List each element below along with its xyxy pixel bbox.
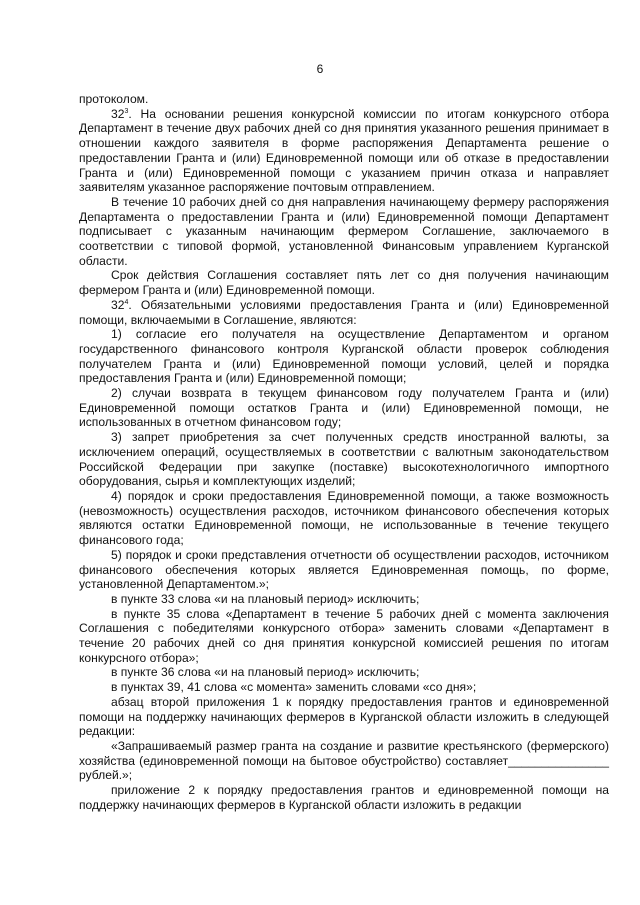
clause-number: 32	[111, 297, 125, 312]
paragraph	[79, 298, 609, 327]
paragraph	[79, 695, 609, 739]
paragraph	[79, 739, 609, 783]
paragraph-text: В течение 10 рабочих дней со дня направления начинающему фермеру распоряжения Департамента о предоставлении Гранта и (или) Единовременной помощи Департамент подписывает с указанным начинающим фермером Соглашение, заключаемого в соответствии с типовой формой, установленной Финансовым управлением Курганской области.	[79, 194, 609, 268]
page-number: 6	[316, 62, 324, 76]
paragraph-text: в пункте 36 слова «и на плановый период» исключить;	[111, 665, 420, 680]
paragraph	[79, 680, 609, 695]
paragraph-text: . На основании решения конкурсной комиссии по итогам конкурсного отбора Департамент в течение двух рабочих дней со дня принятия указанного решения принимает в отношении каждого заявителя в форме распоряжения Департамента решение о предоставлении Гранта и (или) Единовременной помощи или об отказе в предоставлении Гранта и (или) Единовременной помощи с указанием причин отказа и направляет заявителям указанное распоряжение почтовым отправлением.	[79, 106, 609, 195]
paragraph-text: 4) порядок и сроки предоставления Единовременной помощи, а также возможность (невозможность) осуществления расходов, источником финансового обеспечения которых являются остатки Единовременной помощи, не использованные в течение текущего финансового года;	[79, 488, 609, 548]
paragraph	[79, 783, 609, 812]
clause-superscript: 4	[124, 298, 129, 306]
paragraph-text: «Запрашиваемый размер гранта на создание и развитие крестьянского (фермерского) хозяйства (единовременной помощи на бытовое обустройство) составляет_______________ рублей.»;	[79, 738, 609, 783]
paragraph-text: протоколом.	[79, 92, 149, 106]
paragraph	[79, 548, 609, 592]
paragraph	[79, 665, 609, 680]
paragraph-text: 5) порядок и сроки представления отчетности об осуществлении расходов, источником финансового обеспечения которых является Единовременная помощь, по форме, установленной Департаментом.»;	[79, 547, 609, 592]
paragraph	[79, 107, 609, 195]
paragraph	[79, 607, 609, 666]
paragraph	[79, 92, 609, 107]
clause-number: 32	[111, 106, 125, 121]
paragraph	[79, 430, 609, 489]
paragraph	[79, 268, 609, 297]
paragraph-text: абзац второй приложения 1 к порядку предоставления грантов и единовременной помощи на поддержку начинающих фермеров в Курганской области изложить в следующей редакции:	[79, 694, 609, 739]
paragraph-text: 2) случаи возврата в текущем финансовом году получателем Гранта и (или) Единовременной помощи остатков Гранта и (или) Единовременной помощи, не использованных в отчетном финансовом году;	[79, 386, 609, 430]
paragraph-text: в пунктах 39, 41 слова «с момента» заменить словами «со дня»;	[111, 680, 477, 695]
paragraph-text: в пункте 35 слова «Департамент в течение 5 рабочих дней с момента заключения Соглашения с победителями конкурсного отбора» заменить словами «Департамент в течение 20 рабочих дней со дня принятия конкурсной комиссией решения по итогам конкурсного отбора»;	[79, 606, 609, 665]
paragraph-text: приложение 2 к порядку предоставления грантов и единовременной помощи на поддержку начинающих фермеров в Курганской области изложить в редакции	[79, 783, 609, 812]
paragraph-text: Срок действия Соглашения составляет пять лет со дня получения начинающим фермером Гранта и (или) Единовременной помощи.	[79, 268, 609, 298]
paragraph-text: 3) запрет приобретения за счет полученных средств иностранной валюты, за исключением операций, осуществляемых в соответствии с валютным законодательством Российской Федерации при закупке (поставке) высокотехнологичного импортного оборудования, сырья и комплектующих изделий;	[79, 430, 609, 489]
paragraph	[79, 386, 609, 430]
paragraph	[79, 489, 609, 548]
paragraph-text: . Обязательными условиями предоставления Гранта и (или) Единовременной помощи, включаемыми в Соглашение, являются:	[79, 297, 609, 327]
document-body	[79, 92, 609, 812]
paragraph-text: 1) согласие его получателя на осуществление Департаментом и органом государственного финансового контроля Курганской области проверок соблюдения получателем Гранта и (или) Единовременной помощи условий, целей и порядка предоставления Гранта и (или) Единовременной помощи;	[79, 327, 609, 386]
paragraph	[79, 195, 609, 269]
paragraph	[79, 327, 609, 386]
clause-superscript: 3	[124, 107, 129, 115]
paragraph	[79, 592, 609, 607]
paragraph-text: в пункте 33 слова «и на плановый период» исключить;	[111, 591, 420, 606]
